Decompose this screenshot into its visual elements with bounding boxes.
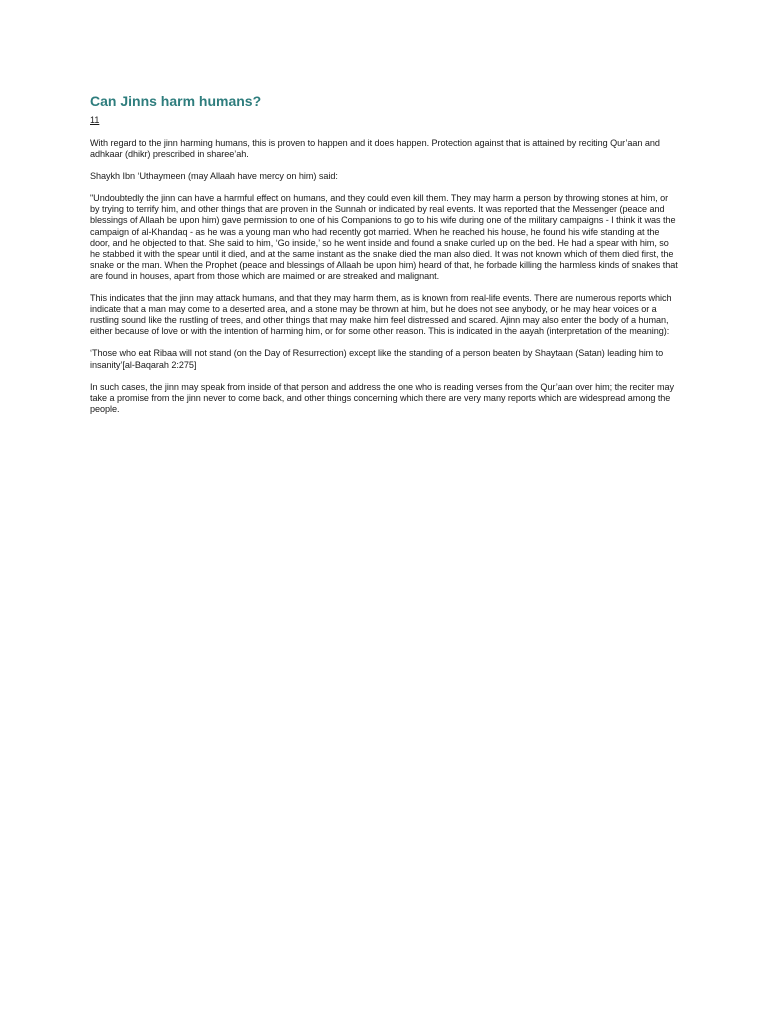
paragraph-aayah: ‘Those who eat Ribaa will not stand (on the Day of Resurrection) except like the standing of a person beaten by Shaytaan (Satan) leading him to insanity’[al-Baqarah 2:275] — [90, 348, 664, 370]
paragraph-conclusion: In such cases, the jinn may speak from inside of that person and address the one who is reading verses from the Qur’aan over him; the reciter may take a promise from the jinn never to come back, and other things concerning which there are very many reports which are widespread among the people. — [90, 381, 674, 414]
paragraph-explanation: This indicates that the jinn may attack humans, and that they may harm them, as is known from real-life events. There are numerous reports which indicate that a man may come to a deserted area, and a stone may be thrown at him, but he does not see anybody, or he may hear voices or a rustling sound like the rustling of trees, and other things that may make him feel distressed and scared. Ajinn may also enter the body of a human, either because of love or with the intention of harming him, or for some other reason. This is indicated in the aayah (interpretation of the meaning): — [90, 293, 672, 337]
paragraph-quote: "Undoubtedly the jinn can have a harmful effect on humans, and they could even kill them. They may harm a person by throwing stones at him, or by trying to terrify him, and other things that are proven in the Sunnah or indicated by real events. It was reported that the Messenger (peace and blessings of Allaah be upon him) gave permission to one of his Companions to go to his wife during one of the military campaigns - I think it was the campaign of al-Khandaq - as he was a young man who had recently got married. When he reached his house, he found his wife standing at the door, and he objected to that. She said to him, ‘Go inside,’ so he went inside and found a snake curled up on the bed. He had a spear with him, so he stabbed it with the spear until it died, and at the same instant as the snake died the man also died. It was not known which of them died first, the snake or the man. When the Prophet (peace and blessings of Allaah be upon him) heard of that, he forbade killing the harmless kinds of snakes that are found in houses, apart from those which are maimed or are streaked and malignant. — [90, 193, 678, 281]
paragraph-intro: With regard to the jinn harming humans, this is proven to happen and it does happen. Protection against that is attained by reciting Qur’aan and adhkaar (dhikr) prescribed in sharee’ah. — [90, 138, 660, 160]
document-page — [90, 92, 678, 415]
paragraph-attribution: Shaykh Ibn ‘Uthaymeen (may Allaah have mercy on him) said: — [90, 171, 338, 182]
reference-link[interactable]: 11 — [90, 115, 100, 125]
page-title: Can Jinns harm humans? — [90, 93, 262, 109]
